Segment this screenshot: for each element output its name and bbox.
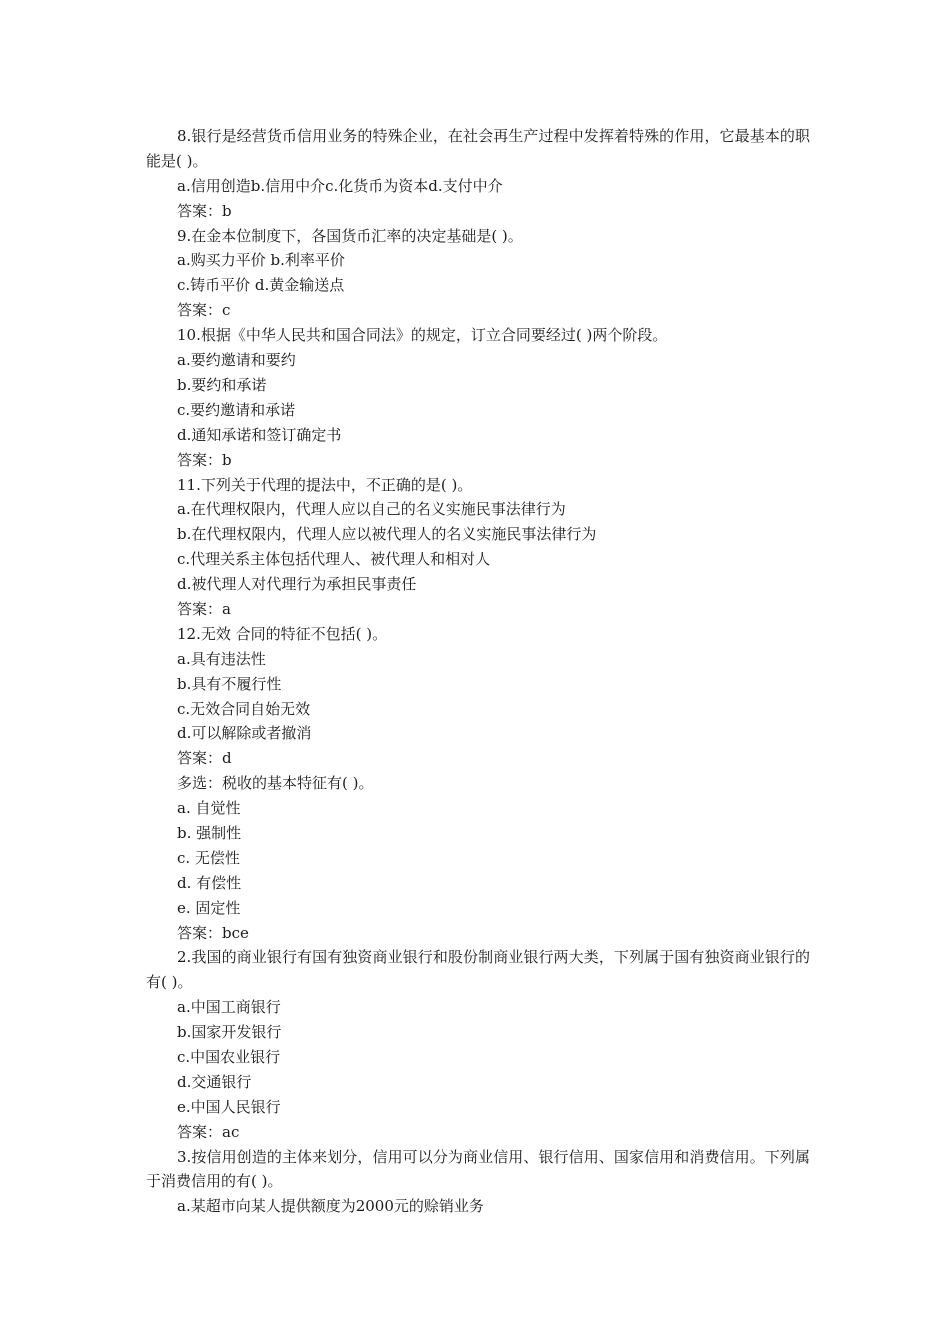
text-line: a.信用创造b.信用中介c.化货币为资本d.支付中介	[177, 176, 503, 195]
text-line: a.具有违法性	[177, 649, 266, 668]
text-line: 多选：税收的基本特征有( )。	[177, 774, 374, 793]
text-line: 答案：bce	[177, 923, 249, 942]
text-line: a.在代理权限内，代理人应以自己的名义实施民事法律行为	[177, 500, 566, 519]
question-paragraph: 2.我国的商业银行有国有独资商业银行和股份制商业银行两大类，下列属于国有独资商业银行的有( )。	[146, 948, 810, 992]
text-line: a. 自觉性	[177, 799, 241, 818]
text-line: b.要约和承诺	[177, 375, 267, 394]
text-line: c.无效合同自始无效	[177, 699, 311, 718]
text-line: c.中国农业银行	[177, 1048, 281, 1067]
text-line: d.可以解除或者撤消	[177, 724, 312, 743]
text-line: b.具有不履行性	[177, 674, 282, 693]
text-line: 答案：a	[177, 599, 231, 618]
text-line: c.铸币平价 d.黄金输送点	[177, 276, 345, 295]
text-line: a.某超市向某人提供额度为2000元的赊销业务	[177, 1197, 484, 1216]
text-line: d. 有偿性	[177, 873, 242, 892]
text-line: b.国家开发银行	[177, 1023, 282, 1042]
text-line: 11.下列关于代理的提法中，不正确的是( )。	[177, 475, 473, 494]
text-line: 答案：b	[177, 201, 232, 220]
question-paragraph: 3.按信用创造的主体来划分，信用可以分为商业信用、银行信用、国家信用和消费信用。下列属于消费信用的有( )。	[146, 1147, 810, 1191]
text-line: 答案：c	[177, 301, 231, 320]
text-line: 答案：b	[177, 450, 232, 469]
text-line: e.中国人民银行	[177, 1097, 281, 1116]
text-line: 答案：ac	[177, 1122, 240, 1141]
text-line: a.购买力平价 b.利率平价	[177, 251, 345, 270]
document-body	[146, 124, 810, 1219]
text-line: b.在代理权限内，代理人应以被代理人的名义实施民事法律行为	[177, 525, 597, 544]
question-paragraph: 8.银行是经营货币信用业务的特殊企业，在社会再生产过程中发挥着特殊的作用，它最基本的职能是( )。	[146, 127, 810, 170]
text-line: 12.无效 合同的特征不包括( )。	[177, 624, 388, 643]
text-line: d.通知承诺和签订确定书	[177, 425, 342, 444]
text-line: 答案：d	[177, 749, 232, 768]
text-line: c.要约邀请和承诺	[177, 400, 296, 419]
text-line: e. 固定性	[177, 898, 241, 917]
text-line: a.中国工商银行	[177, 998, 281, 1017]
text-line: b. 强制性	[177, 823, 242, 842]
text-line: d.被代理人对代理行为承担民事责任	[177, 575, 417, 594]
text-line: c. 无偿性	[177, 848, 240, 867]
text-line: a.要约邀请和要约	[177, 351, 296, 370]
text-line: d.交通银行	[177, 1072, 252, 1091]
text-line: c.代理关系主体包括代理人、被代理人和相对人	[177, 550, 491, 569]
text-line: 9.在金本位制度下，各国货币汇率的决定基础是( )。	[177, 226, 523, 245]
text-line: 10.根据《中华人民共和国合同法》的规定，订立合同要经过( )两个阶段。	[177, 326, 668, 345]
